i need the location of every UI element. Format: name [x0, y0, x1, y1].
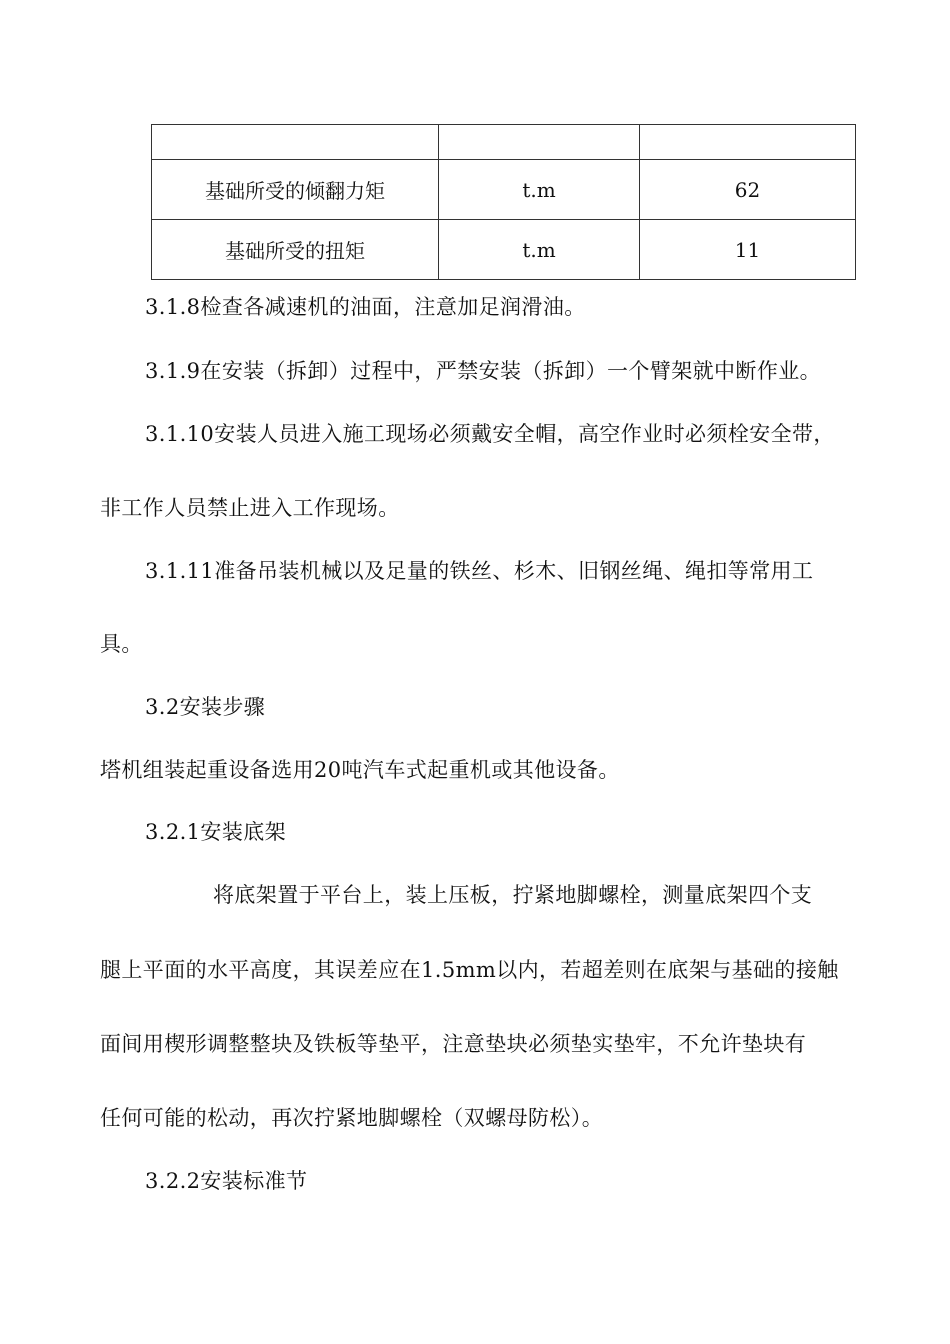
table-cell: t.m [439, 220, 640, 280]
text-line: 腿上平面的水平高度，其误差应在1.5mm以内，若超差则在底架与基础的接触 [100, 958, 839, 982]
table-cell: t.m [439, 160, 640, 220]
text-line: 塔机组装起重设备选用20吨汽车式起重机或其他设备。 [100, 758, 620, 782]
text-line: 非工作人员禁止进入工作现场。 [100, 496, 400, 520]
text-line: 3.1.10安装人员进入施工现场必须戴安全帽，高空作业时必须栓安全带， [145, 422, 835, 446]
table-row [152, 125, 856, 160]
table-cell: 基础所受的扭矩 [152, 220, 439, 280]
specification-table [151, 124, 856, 280]
table-cell: 62 [640, 160, 856, 220]
section-heading: 3.2.1安装底架 [145, 820, 287, 844]
table-cell: 11 [640, 220, 856, 280]
table-cell [439, 125, 640, 160]
text-line: 具。 [100, 632, 143, 656]
text-line: 3.1.8检查各减速机的油面，注意加足润滑油。 [145, 295, 586, 319]
section-heading: 3.2安装步骤 [145, 695, 266, 719]
section-heading: 3.2.2安装标准节 [145, 1169, 308, 1193]
table-cell [152, 125, 439, 160]
text-line: 3.1.11准备吊装机械以及足量的铁丝、杉木、旧钢丝绳、绳扣等常用工 [145, 559, 814, 583]
table-cell [640, 125, 856, 160]
text-line: 面间用楔形调整整块及铁板等垫平，注意垫块必须垫实垫牢，不允许垫块有 [100, 1032, 807, 1056]
text-line: 任何可能的松动，再次拧紧地脚螺栓（双螺母防松）。 [100, 1106, 604, 1130]
table-row [152, 220, 856, 280]
text-line: 3.1.9在安装（拆卸）过程中，严禁安装（拆卸）一个臂架就中断作业。 [145, 359, 822, 383]
text-line: 将底架置于平台上，装上压板，拧紧地脚螺栓，测量底架四个支 [213, 883, 813, 907]
table-cell: 基础所受的倾翻力矩 [152, 160, 439, 220]
table-row [152, 160, 856, 220]
